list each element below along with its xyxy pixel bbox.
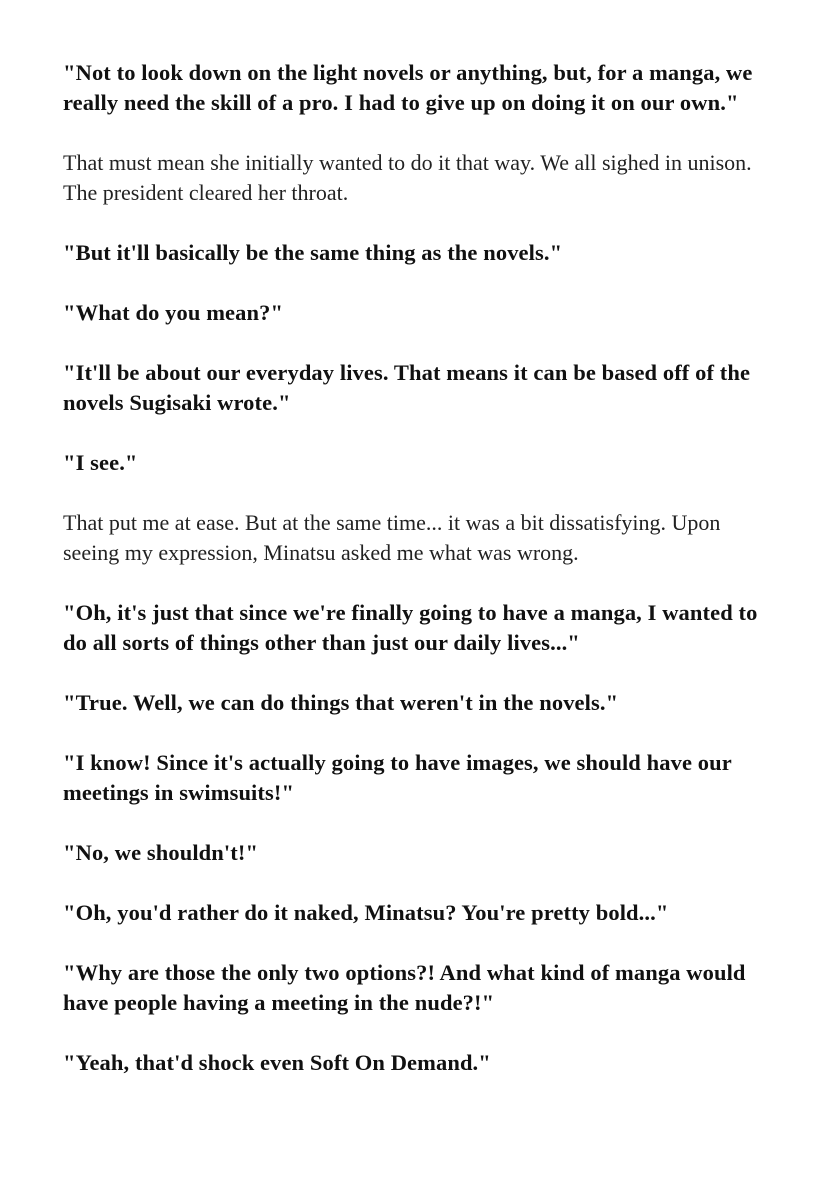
- narration-paragraph: That must mean she initially wanted to do it that way. We all sighed in unison. The president cleared her throat.: [63, 150, 752, 205]
- dialogue-paragraph: "Not to look down on the light novels or anything, but, for a manga, we really need the skill of a pro. I had to give up on doing it on our own.": [63, 60, 753, 115]
- dialogue-paragraph: "No, we shouldn't!": [63, 840, 259, 865]
- dialogue-paragraph: "But it'll basically be the same thing as the novels.": [63, 240, 563, 265]
- dialogue-paragraph: "I know! Since it's actually going to have images, we should have our meetings in swimsuits!": [63, 750, 732, 805]
- dialogue-paragraph: "Oh, it's just that since we're finally going to have a manga, I wanted to do all sorts of things other than just our daily lives...": [63, 600, 758, 655]
- dialogue-paragraph: "I see.": [63, 450, 138, 475]
- dialogue-paragraph: "Why are those the only two options?! And what kind of manga would have people having a meeting in the nude?!": [63, 960, 746, 1015]
- dialogue-paragraph: "Yeah, that'd shock even Soft On Demand.": [63, 1050, 491, 1075]
- dialogue-paragraph: "True. Well, we can do things that weren't in the novels.": [63, 690, 619, 715]
- dialogue-paragraph: "Oh, you'd rather do it naked, Minatsu? You're pretty bold...": [63, 900, 669, 925]
- dialogue-paragraph: "What do you mean?": [63, 300, 284, 325]
- narration-paragraph: That put me at ease. But at the same time... it was a bit dissatisfying. Upon seeing my expression, Minatsu asked me what was wrong.: [63, 510, 721, 565]
- dialogue-paragraph: "It'll be about our everyday lives. That means it can be based off of the novels Sugisaki wrote.": [63, 360, 751, 415]
- document-page: [63, 58, 768, 1108]
